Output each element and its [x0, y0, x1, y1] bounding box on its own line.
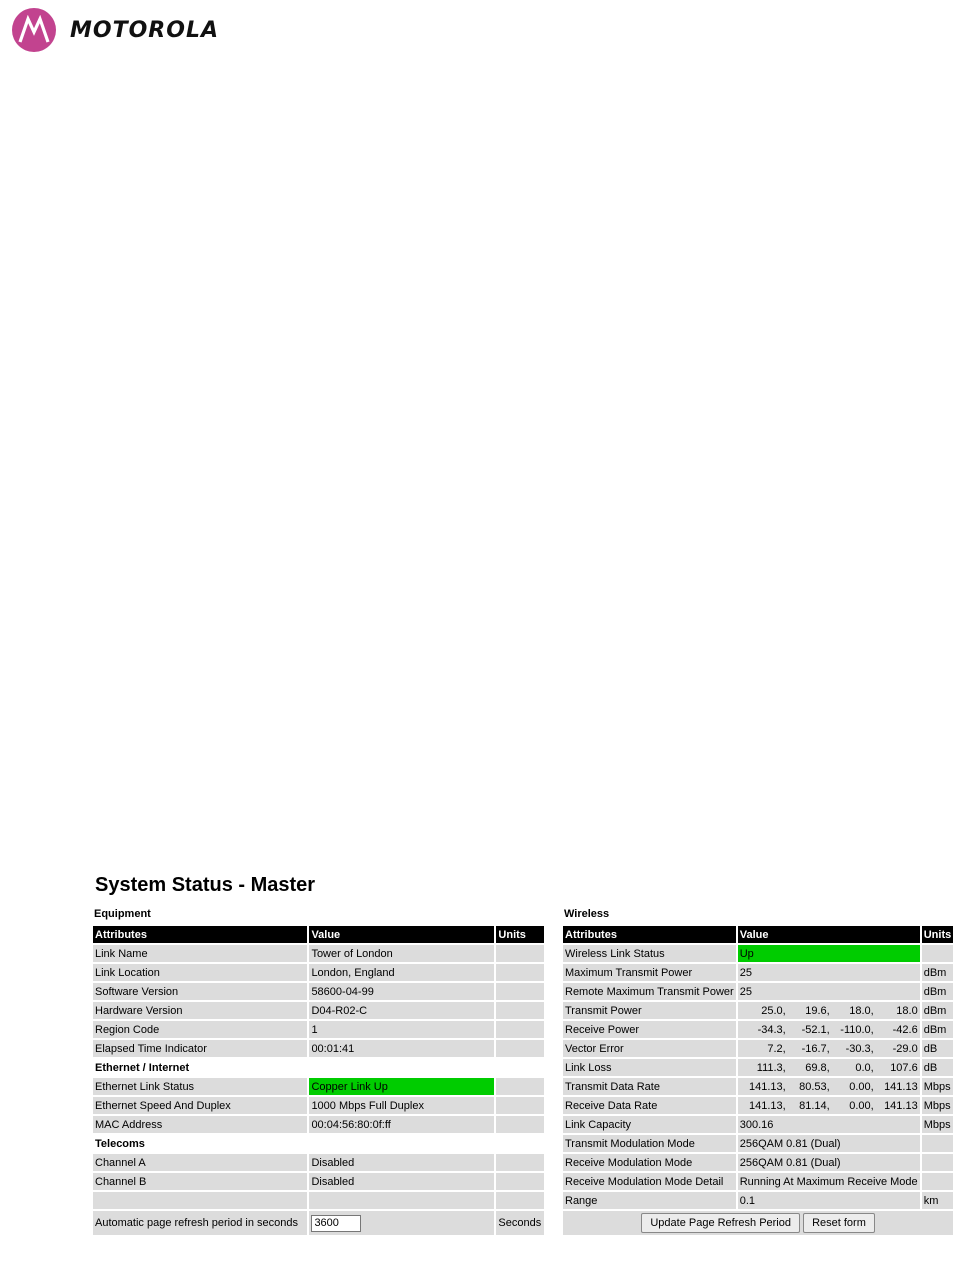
table-row [563, 945, 953, 962]
table-row [93, 1002, 544, 1019]
table-row [93, 1078, 544, 1095]
value-max-transmit-power: 25 [738, 964, 920, 981]
attr-link-location: Link Location [93, 964, 307, 981]
header-attributes: Attributes [93, 926, 307, 943]
value-receive-power [738, 1021, 920, 1038]
value-part: -29.0 [892, 1042, 918, 1055]
page-title: System Status - Master [95, 874, 316, 896]
table-row [563, 983, 953, 1000]
table-row [93, 1021, 544, 1038]
attr-hardware-version: Hardware Version [93, 1002, 307, 1019]
value-range: 0.1 [738, 1192, 920, 1209]
attr-ethernet-link-status: Ethernet Link Status [93, 1078, 307, 1095]
attr-channel-b: Channel B [93, 1173, 307, 1190]
attr-receive-modulation-mode: Receive Modulation Mode [563, 1154, 736, 1171]
attr-region-code: Region Code [93, 1021, 307, 1038]
subsection-row [93, 1059, 544, 1076]
value-part: -34.3, [757, 1023, 786, 1036]
units-cell [922, 1154, 954, 1171]
attr-link-capacity: Link Capacity [563, 1116, 736, 1133]
attr-receive-data-rate: Receive Data Rate [563, 1097, 736, 1114]
value-receive-modulation-mode: 256QAM 0.81 (Dual) [738, 1154, 920, 1171]
units-cell [496, 1116, 544, 1133]
value-remote-max-transmit-power: 25 [738, 983, 920, 1000]
value-part: 141.13 [884, 1080, 918, 1093]
table-row [563, 1040, 953, 1057]
attr-receive-modulation-detail: Receive Modulation Mode Detail [563, 1173, 736, 1190]
table-row [93, 1116, 544, 1133]
units-remote-max-transmit-power: dBm [922, 983, 954, 1000]
value-part: 141.13, [749, 1099, 786, 1112]
telecoms-subsection-label: Telecoms [93, 1135, 544, 1152]
value-part: -52.1, [801, 1023, 830, 1036]
value-ethernet-speed: 1000 Mbps Full Duplex [309, 1097, 494, 1114]
header-value: Value [309, 926, 494, 943]
form-buttons [563, 1211, 953, 1235]
value-wireless-link-status: Up [738, 945, 920, 962]
value-transmit-modulation-mode: 256QAM 0.81 (Dual) [738, 1135, 920, 1152]
table-row [563, 1059, 953, 1076]
equipment-table [91, 924, 546, 1237]
subsection-row [93, 1135, 544, 1152]
value-hardware-version: D04-R02-C [309, 1002, 494, 1019]
units-transmit-data-rate: Mbps [922, 1078, 954, 1095]
value-part: 81.14, [799, 1099, 830, 1112]
value-part: 69.8, [805, 1061, 830, 1074]
table-row [93, 1173, 544, 1190]
attr-elapsed-time: Elapsed Time Indicator [93, 1040, 307, 1057]
table-row [563, 1135, 953, 1152]
units-cell [922, 1135, 954, 1152]
value-transmit-power [738, 1002, 920, 1019]
value-ethernet-link-status: Copper Link Up [309, 1078, 494, 1095]
reset-form-button[interactable]: Reset form [803, 1213, 875, 1233]
attr-link-name: Link Name [93, 945, 307, 962]
units-max-transmit-power: dBm [922, 964, 954, 981]
wireless-section-label: Wireless [564, 908, 610, 920]
header-units: Units [922, 926, 954, 943]
attr-transmit-power: Transmit Power [563, 1002, 736, 1019]
table-row [563, 1173, 953, 1190]
attr-transmit-data-rate: Transmit Data Rate [563, 1078, 736, 1095]
units-link-loss: dB [922, 1059, 954, 1076]
table-row [563, 1154, 953, 1171]
table-row [563, 1078, 953, 1095]
refresh-period-input[interactable] [311, 1215, 361, 1232]
table-row [563, 964, 953, 981]
attr-range: Range [563, 1192, 736, 1209]
units-cell [496, 1040, 544, 1057]
value-mac-address: 00:04:56:80:0f:ff [309, 1116, 494, 1133]
attr-ethernet-speed: Ethernet Speed And Duplex [93, 1097, 307, 1114]
units-transmit-power: dBm [922, 1002, 954, 1019]
value-part: 0.00, [849, 1080, 874, 1093]
motorola-batwing-icon [12, 8, 56, 52]
refresh-input-cell [309, 1211, 494, 1235]
wireless-table [561, 924, 955, 1237]
attr-max-transmit-power: Maximum Transmit Power [563, 964, 736, 981]
value-part: 25.0, [761, 1004, 786, 1017]
empty-row [93, 1192, 544, 1209]
table-row [93, 1040, 544, 1057]
units-cell [922, 1173, 954, 1190]
table-row [563, 1097, 953, 1114]
value-part: -16.7, [801, 1042, 830, 1055]
value-receive-data-rate [738, 1097, 920, 1114]
value-link-capacity: 300.16 [738, 1116, 920, 1133]
value-link-loss [738, 1059, 920, 1076]
attr-wireless-link-status: Wireless Link Status [563, 945, 736, 962]
value-part: 141.13 [884, 1099, 918, 1112]
units-receive-data-rate: Mbps [922, 1097, 954, 1114]
ethernet-subsection-label: Ethernet / Internet [93, 1059, 544, 1076]
value-part: 7.2, [767, 1042, 786, 1055]
table-row [563, 1002, 953, 1019]
header-units: Units [496, 926, 544, 943]
brand-name: MOTOROLA [70, 17, 219, 43]
units-cell [496, 983, 544, 1000]
value-part: -110.0, [840, 1023, 874, 1036]
value-link-location: London, England [309, 964, 494, 981]
header-value: Value [738, 926, 920, 943]
units-cell [496, 1154, 544, 1171]
attr-vector-error: Vector Error [563, 1040, 736, 1057]
value-part: 0.00, [849, 1099, 874, 1112]
empty-cell [93, 1192, 307, 1209]
units-cell [496, 945, 544, 962]
attr-mac-address: MAC Address [93, 1116, 307, 1133]
value-part: 0.0, [855, 1061, 874, 1074]
empty-cell [309, 1192, 494, 1209]
value-elapsed-time: 00:01:41 [309, 1040, 494, 1057]
table-row [563, 1116, 953, 1133]
value-part: 18.0, [849, 1004, 874, 1017]
table-row [93, 1154, 544, 1171]
attr-remote-max-transmit-power: Remote Maximum Transmit Power [563, 983, 736, 1000]
update-refresh-period-button[interactable]: Update Page Refresh Period [641, 1213, 800, 1233]
units-cell [496, 1097, 544, 1114]
table-row [93, 983, 544, 1000]
table-row [93, 964, 544, 981]
table-row [563, 1192, 953, 1209]
units-cell [496, 1021, 544, 1038]
units-cell [496, 1078, 544, 1095]
value-part: 141.13, [749, 1080, 786, 1093]
units-vector-error: dB [922, 1040, 954, 1057]
value-transmit-data-rate [738, 1078, 920, 1095]
attr-software-version: Software Version [93, 983, 307, 1000]
value-receive-modulation-detail: Running At Maximum Receive Mode [738, 1173, 920, 1190]
value-channel-b: Disabled [309, 1173, 494, 1190]
value-part: 111.3, [756, 1061, 786, 1074]
button-row [563, 1211, 953, 1235]
table-row [93, 945, 544, 962]
value-region-code: 1 [309, 1021, 494, 1038]
units-cell [922, 945, 954, 962]
value-part: 80.53, [799, 1080, 830, 1093]
value-link-name: Tower of London [309, 945, 494, 962]
value-part: -42.6 [892, 1023, 918, 1036]
value-part: -30.3, [845, 1042, 874, 1055]
value-part: 18.0 [896, 1004, 918, 1017]
units-cell [496, 1002, 544, 1019]
units-range: km [922, 1192, 954, 1209]
value-software-version: 58600-04-99 [309, 983, 494, 1000]
units-cell [496, 1173, 544, 1190]
units-cell [496, 964, 544, 981]
attr-link-loss: Link Loss [563, 1059, 736, 1076]
value-part: 107.6 [890, 1061, 918, 1074]
value-part: 19.6, [805, 1004, 830, 1017]
table-row [563, 1021, 953, 1038]
empty-cell [496, 1192, 544, 1209]
brand-logo [12, 8, 219, 52]
equipment-section-label: Equipment [94, 908, 151, 920]
units-link-capacity: Mbps [922, 1116, 954, 1133]
refresh-period-label: Automatic page refresh period in seconds [93, 1211, 307, 1235]
attr-channel-a: Channel A [93, 1154, 307, 1171]
refresh-row [93, 1211, 544, 1235]
table-row [93, 1097, 544, 1114]
value-vector-error [738, 1040, 920, 1057]
header-attributes: Attributes [563, 926, 736, 943]
refresh-units: Seconds [496, 1211, 544, 1235]
attr-transmit-modulation-mode: Transmit Modulation Mode [563, 1135, 736, 1152]
units-receive-power: dBm [922, 1021, 954, 1038]
value-channel-a: Disabled [309, 1154, 494, 1171]
attr-receive-power: Receive Power [563, 1021, 736, 1038]
